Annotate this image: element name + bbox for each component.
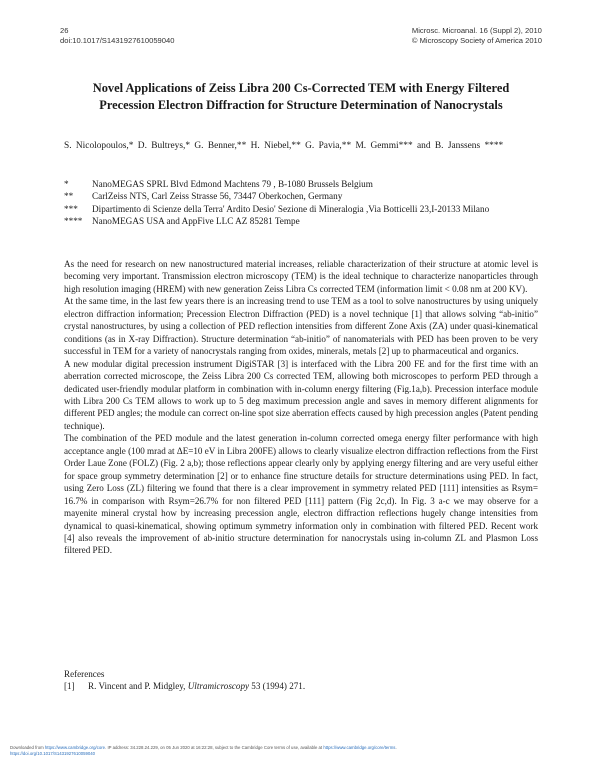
affiliation-mark: ** [64, 191, 74, 202]
page-header-left [60, 26, 174, 46]
reference-text [88, 680, 305, 692]
paper-title: Novel Applications of Zeiss Libra 200 Cs-Corrected TEM with Energy Filtered Precession Electron Diffraction for Structure Determination of Nanocrystals [92, 81, 510, 112]
affiliation [64, 215, 538, 227]
page-number: 26 [60, 26, 69, 35]
copyright: © Microscopy Society of America 2010 [411, 36, 542, 45]
paragraph: As the need for research on new nanostructured material increases, reliable characterization of their structure at atomic level is becoming very important. Transmission electron microscopy (TEM) is the ideal technique to characterize nanoparticles through high resolution imaging (HREM) with new generation Zeiss Libra Cs corrected TEM (information limit < 0.08 nm at 200 KV). [64, 259, 538, 294]
affiliation [64, 190, 538, 202]
affiliations [64, 178, 538, 227]
reference-authors: R. Vincent and P. Midgley, [88, 681, 188, 692]
reference-volume: 53 (1994) 271. [249, 681, 306, 692]
footer-text: . IP address: 34.228.24.229, on 05 Jun 2020 at 16:22:28, subject to the Cambridge Core terms of use, available at [105, 745, 324, 750]
affiliation-text: NanoMEGAS SPRL Blvd Edmond Machtens 79 , B-1080 Brussels Belgium [92, 179, 373, 189]
affiliation [64, 203, 538, 215]
affiliation-text: Dipartimento di Scienze della Terra' Ardito Desio' Sezione di Mineralogia ,Via Botticelli 23,I-20133 Milano [92, 203, 490, 214]
paragraph: A new modular digital precession instrument DigiSTAR [3] is interfaced with the Libra 200 FE and for the first time with an aberration corrected microscope, the Zeiss Libra 200 Cs corrected TEM, allowing both microscopes to perform PED through a dedicated user-friendly modular platform in combination with in-column energy filtering (Fig.1a,b). Precession interface module with Libra 200 Cs TEM allows to work up to 5 deg maximum precession angle and saves in memory different alignments for different PED angles; the module can correct on-line spot size aberration effects caused by high precession angles (Patent pending technique). [64, 358, 538, 431]
reference-journal: Ultramicroscopy [187, 681, 250, 692]
journal-info: Microsc. Microanal. 16 (Suppl 2), 2010 [411, 26, 542, 35]
footer-link[interactable]: https://www.cambridge.org/core [44, 745, 106, 750]
footer-text: Downloaded from [10, 745, 45, 750]
affiliation-mark: **** [64, 215, 83, 226]
footer-doi-link[interactable]: https://doi.org/10.1017/S1431927610059040 [10, 751, 96, 756]
reference-number: [1] [64, 681, 75, 692]
references-heading: References [64, 669, 105, 679]
affiliation-text: NanoMEGAS USA and AppFive LLC AZ 85281 Tempe [92, 215, 300, 226]
doi: doi:10.1017/S1431927610059040 [60, 36, 175, 45]
body-text [64, 258, 538, 557]
affiliation-mark: *** [64, 203, 78, 214]
affiliation-text: CarlZeiss NTS, Carl Zeiss Strasse 56, 73447 Oberkochen, Germany [92, 191, 343, 202]
affiliation-mark: * [64, 179, 69, 189]
download-footer [10, 745, 592, 757]
reference-item [64, 680, 538, 692]
footer-text: . [395, 745, 397, 750]
paragraph: The combination of the PED module and the latest generation in-column corrected omega energy filter performance with high acceptance angle (100 mrad at ΔE=10 eV in Libra 200FE) allows to clearly visualize electron diffraction reflections from the First Order Laue Zone (FOLZ) (Fig. 2 a,b); those reflections appear clearly only by applying energy filtering and are very useful either for space group symmetry determination [2] or to enhance fine structure details for structure determinations using PED. In fact, using Zero Loss (ZL) filtering we found that there is a clear improvement in symmetry related PED [111] intensities as Rsym= 16.7% in comparison with Rsym=26.7% for non filtered PED [111] pattern (Fig 2c,d). In Fig. 3 a-c we may observe for a mayenite mineral crystal how by increasing precession angle, electron diffraction reflections hugely change intensities from dynamical to quasi-kinematical, showing optimum symmetry information only in combination with filtered PED. Recent work [4] also reveals the improvement of ab-initio structure determination for nanocrystals using in-column ZL and Plasmon Loss filtered PED. [64, 433, 539, 556]
affiliation [64, 178, 538, 190]
footer-link[interactable]: https://www.cambridge.org/core/terms [323, 745, 396, 750]
references-section [64, 668, 538, 693]
page-header-right [412, 26, 542, 46]
author-list: S. Nicolopoulos,* D. Bultreys,* G. Benner,** H. Niebel,** G. Pavia,** M. Gemmi*** and B. Janssens **** [64, 141, 504, 151]
paragraph: At the same time, in the last few years there is an increasing trend to use TEM as a tool to solve nanostructures by using uniquely electron diffraction information; Precession Electron Diffraction (PED) is a novel technique [1] that allows solving “ab-initio” crystal nanostructures, by using a collection of PED reflection intensities from different Zone Axis (ZA) under quasi-kinematical conditions (as in X-ray Diffraction). Structure determination “ab-initio” of nanomaterials with PED has been proven to be very successful in TEM for a variety of nanocrystals ranging from oxides, minerals, metals [2] up to pharmaceutical and organics. [64, 296, 538, 357]
